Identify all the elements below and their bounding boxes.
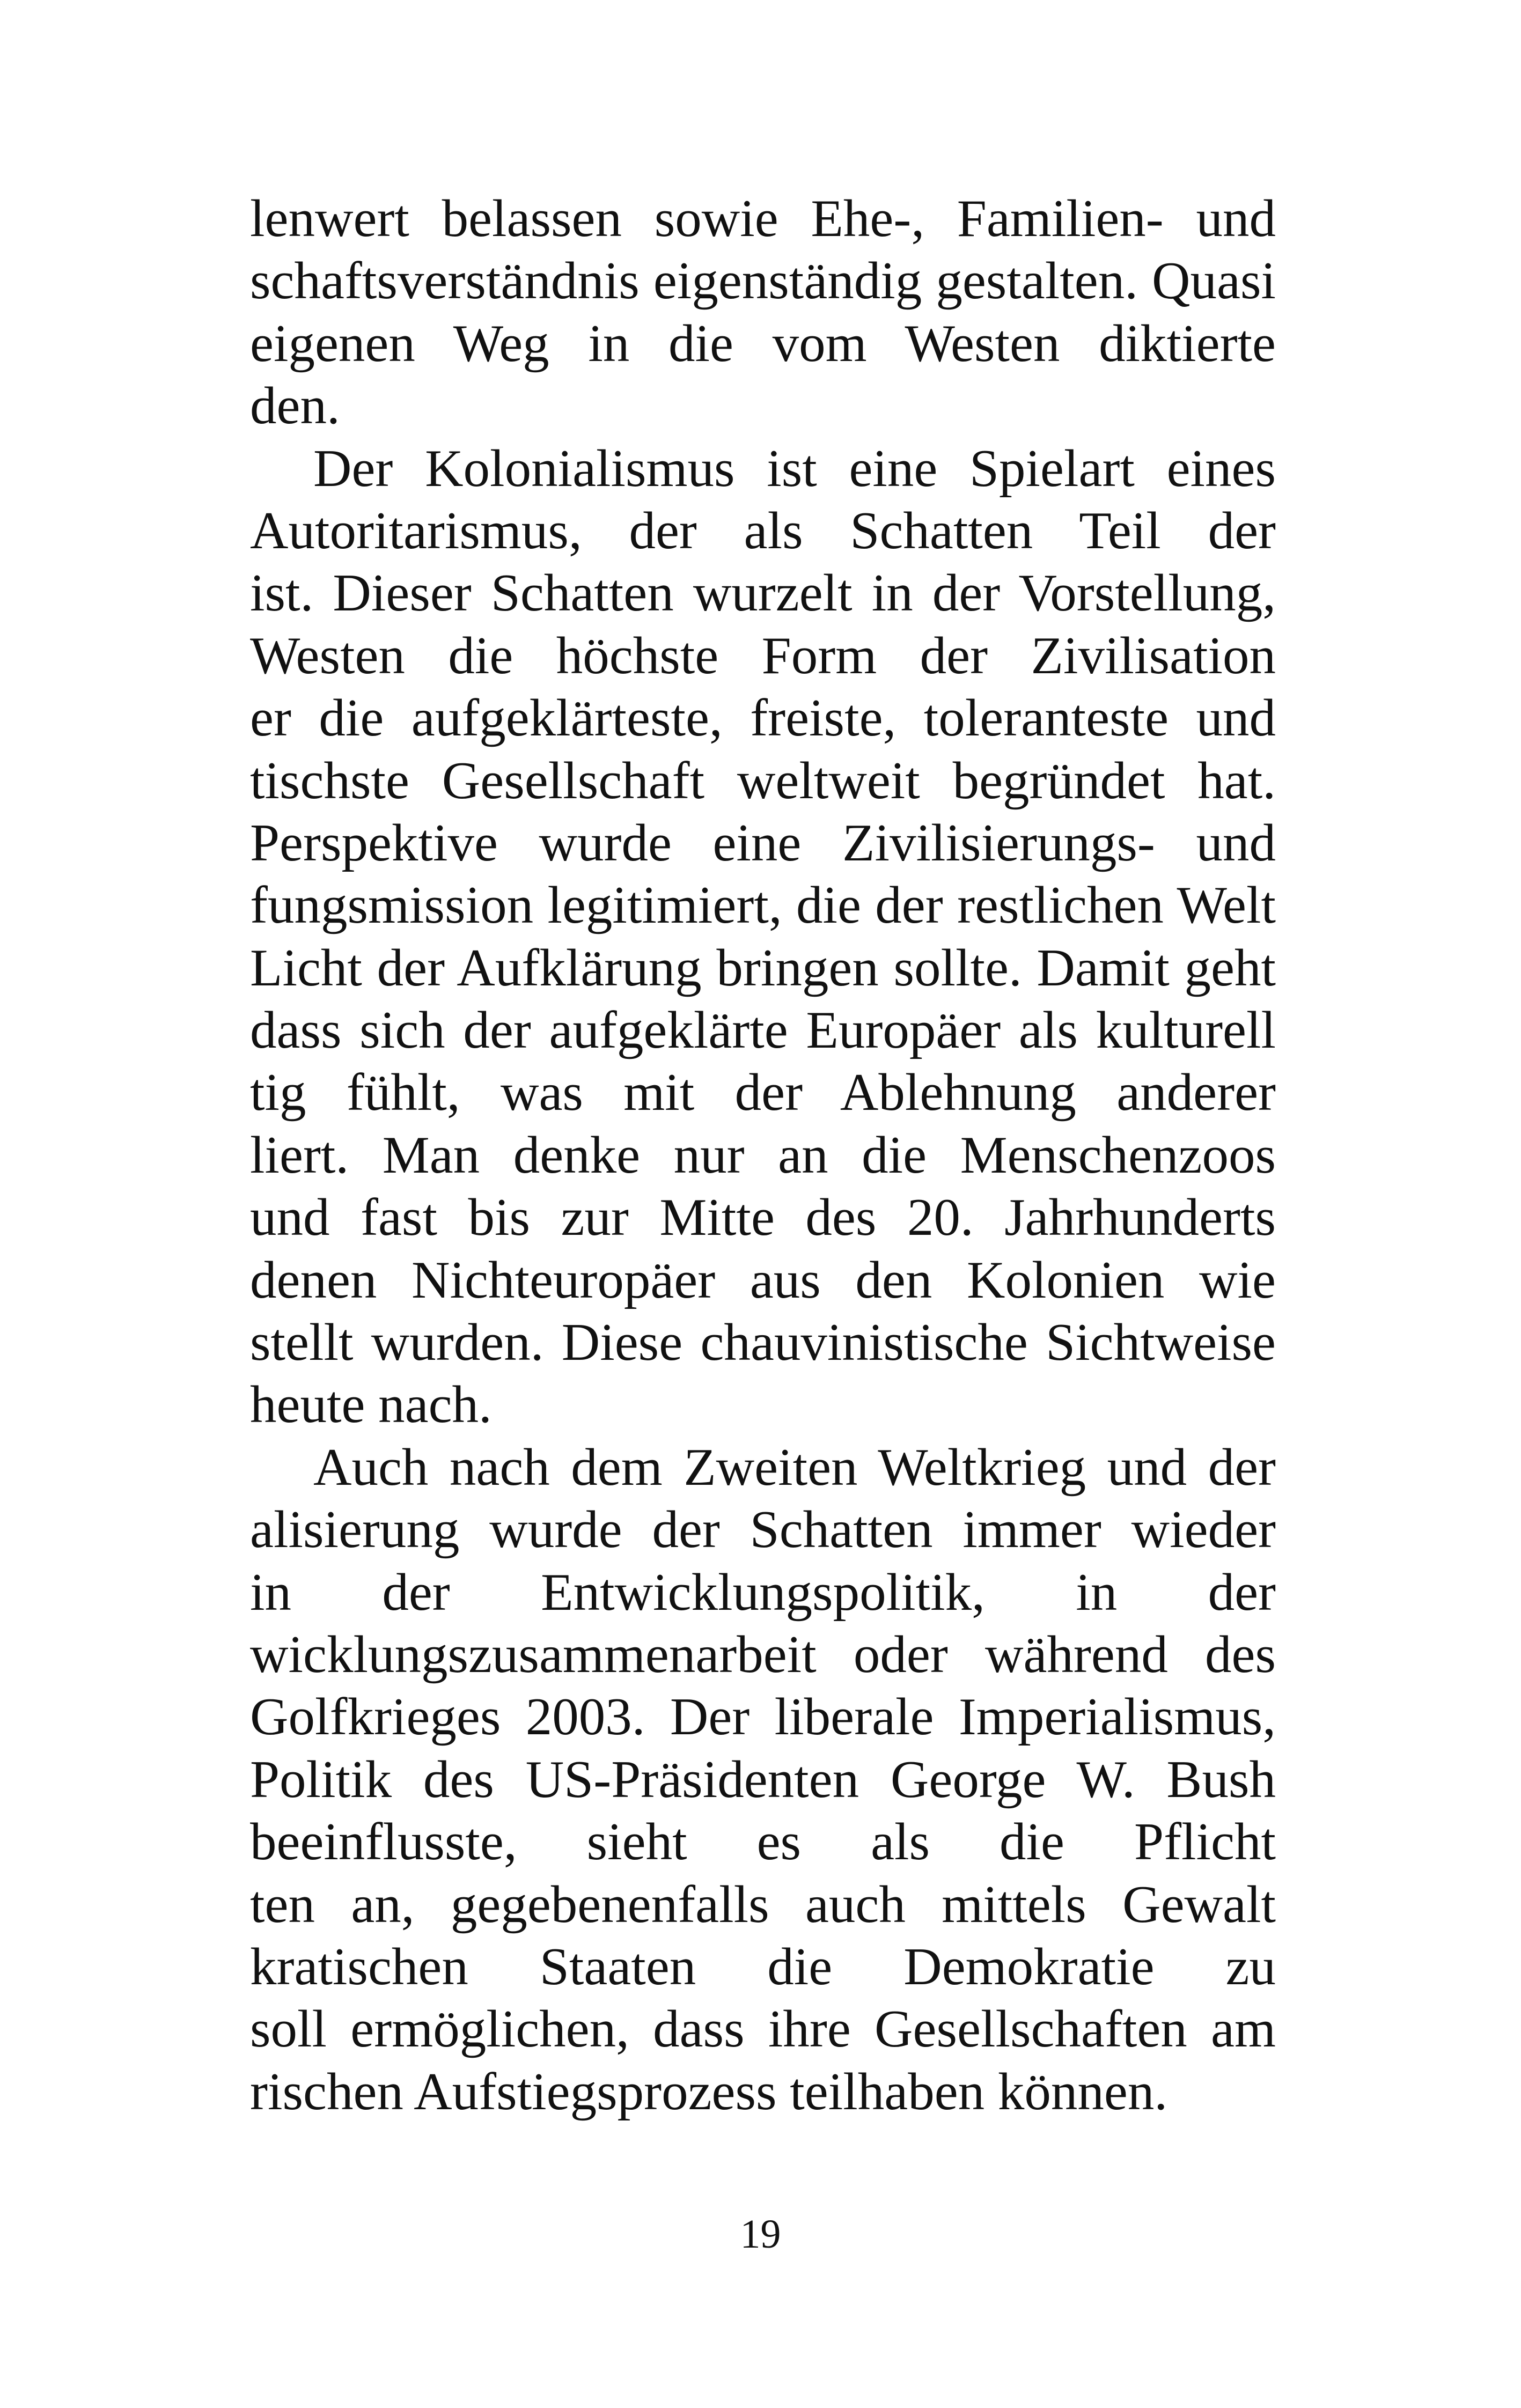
text-line: beeinflusste, sieht es als die Pflicht [250,1813,1276,1872]
text-line: stellt wurden. Diese chauvinistische Sichtweise [250,1313,1276,1372]
text-line: Golfkrieges 2003. Der liberale Imperialismus, [250,1688,1276,1747]
text-line: soll ermöglichen, dass ihre Gesellschaften am [250,2000,1276,2059]
text-line: Perspektive wurde eine Zivilisierungs- und [250,813,1276,872]
text-line: ten an, gegebenenfalls auch mittels Gewalt [250,1875,1276,1934]
text-line: alisierung wurde der Schatten immer wieder [250,1500,1276,1559]
text-line: schaftsverständnis eigenständig gestalten. Quasi [250,252,1276,311]
text-line: den. [250,377,340,436]
text-line: dass sich der aufgeklärte Europäer als kulturell [250,1001,1276,1060]
text-line: Licht der Aufklärung bringen sollte. Damit geht [250,938,1276,997]
body-text [250,188,1276,2123]
text-line: Politik des US-Präsidenten George W. Bush [250,1750,1276,1809]
text-line: Westen die höchste Form der Zivilisation [250,626,1276,685]
text-line: Auch nach dem Zweiten Weltkrieg und der [313,1438,1276,1497]
text-line: ist. Dieser Schatten wurzelt in der Vorstellung, [250,564,1276,623]
text-line: fungsmission legitimiert, die der restlichen Welt [250,876,1276,935]
text-line: rischen Aufstiegsprozess teilhaben können. [250,2062,1168,2121]
text-line: lenwert belassen sowie Ehe-, Familien- und [250,189,1276,248]
text-line: und fast bis zur Mitte des 20. Jahrhunderts [250,1188,1276,1247]
text-line: liert. Man denke nur an die Menschenzoos [250,1125,1276,1184]
text-line: Der Kolonialismus ist eine Spielart eines [313,439,1276,498]
text-line: heute nach. [250,1375,492,1434]
text-line: kratischen Staaten die Demokratie zu [250,1937,1276,1996]
text-line: eigenen Weg in die vom Westen diktierte [250,314,1276,373]
text-line: tischste Gesellschaft weltweit begründet hat. [250,751,1276,810]
page-number: 19 [740,2212,781,2257]
text-line: er die aufgeklärteste, freiste, toleranteste und [250,689,1276,748]
text-line: wicklungszusammenarbeit oder während des [250,1625,1276,1684]
text-line: denen Nichteuropäer aus den Kolonien wie [250,1250,1276,1309]
text-line: in der Entwicklungspolitik, in der [250,1563,1276,1622]
text-line: Autoritarismus, der als Schatten Teil der [250,501,1276,560]
text-line: tig fühlt, was mit der Ablehnung anderer [250,1063,1276,1122]
